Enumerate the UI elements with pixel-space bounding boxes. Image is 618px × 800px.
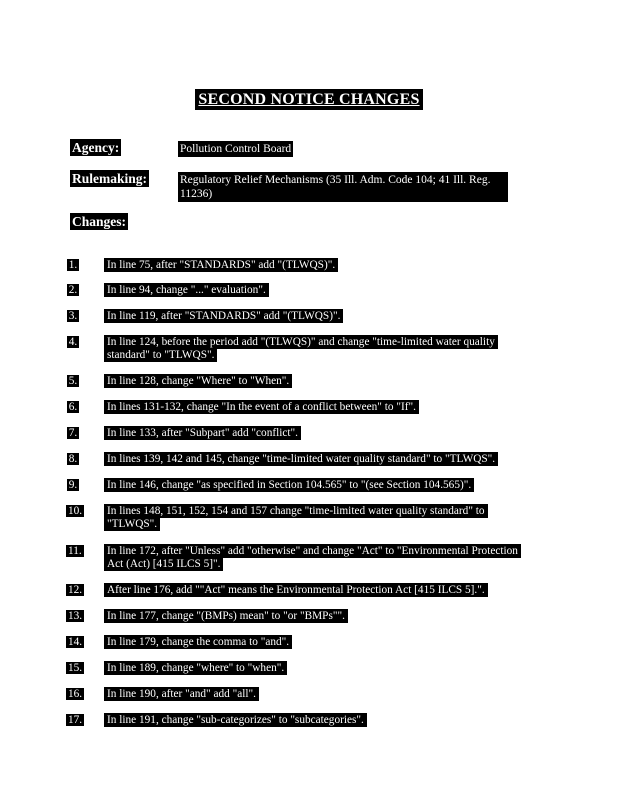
rulemaking-value: Regulatory Relief Mechanisms (35 Ill. Adm. Code 104; 41 Ill. Reg. 11236): [178, 172, 508, 202]
item-text: In line 94, change "..." evaluation".: [104, 283, 269, 297]
item-number: 9.: [68, 479, 78, 491]
rulemaking-label: Rulemaking:: [72, 171, 148, 186]
agency-label-wrap: [70, 140, 121, 156]
item-number: 2.: [68, 284, 78, 296]
item-number: 6.: [68, 401, 78, 413]
item-text: In line 191, change "sub-categorizes" to "subcategories".: [104, 713, 367, 727]
page-title: SECOND NOTICE CHANGES: [195, 89, 422, 110]
item-text: In lines 148, 151, 152, 154 and 157 change "time-limited water quality standard" to "TLWQS".: [104, 504, 488, 531]
item-text: In line 133, after "Subpart" add "conflict".: [104, 426, 301, 440]
item-text: In lines 131-132, change "In the event of a conflict between" to "If".: [104, 400, 419, 414]
item-text: In line 189, change "where" to "when".: [104, 661, 287, 675]
item-number: 8.: [68, 453, 78, 465]
changes-heading: Changes:: [72, 214, 127, 229]
rulemaking-label-wrap: [70, 171, 149, 187]
item-text: In lines 139, 142 and 145, change "time-limited water quality standard" to "TLWQS".: [104, 452, 498, 466]
item-number: 4.: [68, 336, 78, 348]
page-title-wrap: [0, 91, 618, 109]
item-number: 10.: [68, 505, 83, 517]
rulemaking-value-wrap: [178, 172, 508, 202]
item-text: In line 119, after "STANDARDS" add "(TLWQS)".: [104, 309, 343, 323]
item-number: 14.: [68, 636, 83, 648]
item-text: In line 177, change "(BMPs) mean" to "or "BMPs"".: [104, 609, 348, 623]
item-number: 12.: [68, 584, 83, 596]
item-number: 11.: [68, 545, 82, 557]
item-number: 16.: [68, 688, 83, 700]
agency-value: Pollution Control Board: [180, 143, 292, 155]
agency-value-wrap: [178, 141, 293, 157]
item-text: In line 128, change "Where" to "When".: [104, 374, 292, 388]
item-number: 13.: [68, 610, 83, 622]
item-number: 1.: [68, 259, 78, 271]
item-text: In line 75, after "STANDARDS" add "(TLWQS)".: [104, 258, 338, 272]
item-number: 5.: [68, 375, 78, 387]
item-number: 3.: [68, 310, 78, 322]
item-number: 7.: [68, 427, 78, 439]
item-text: In line 124, before the period add "(TLWQS)" and change "time-limited water quality standard" to "TLWQS".: [104, 335, 498, 362]
item-number: 17.: [68, 714, 83, 726]
item-text: After line 176, add ""Act" means the Environmental Protection Act [415 ILCS 5].".: [104, 583, 488, 597]
item-text: In line 146, change "as specified in Section 104.565" to "(see Section 104.565)".: [104, 478, 474, 492]
item-text: In line 179, change the comma to "and".: [104, 635, 292, 649]
item-number: 15.: [68, 662, 83, 674]
item-text: In line 172, after "Unless" add "otherwise" and change "Act" to "Environmental Protection Act (Act) [415 ILCS 5]".: [104, 544, 521, 571]
changes-heading-wrap: [70, 214, 128, 230]
item-text: In line 190, after "and" add "all".: [104, 687, 259, 701]
agency-label: Agency:: [72, 140, 120, 155]
